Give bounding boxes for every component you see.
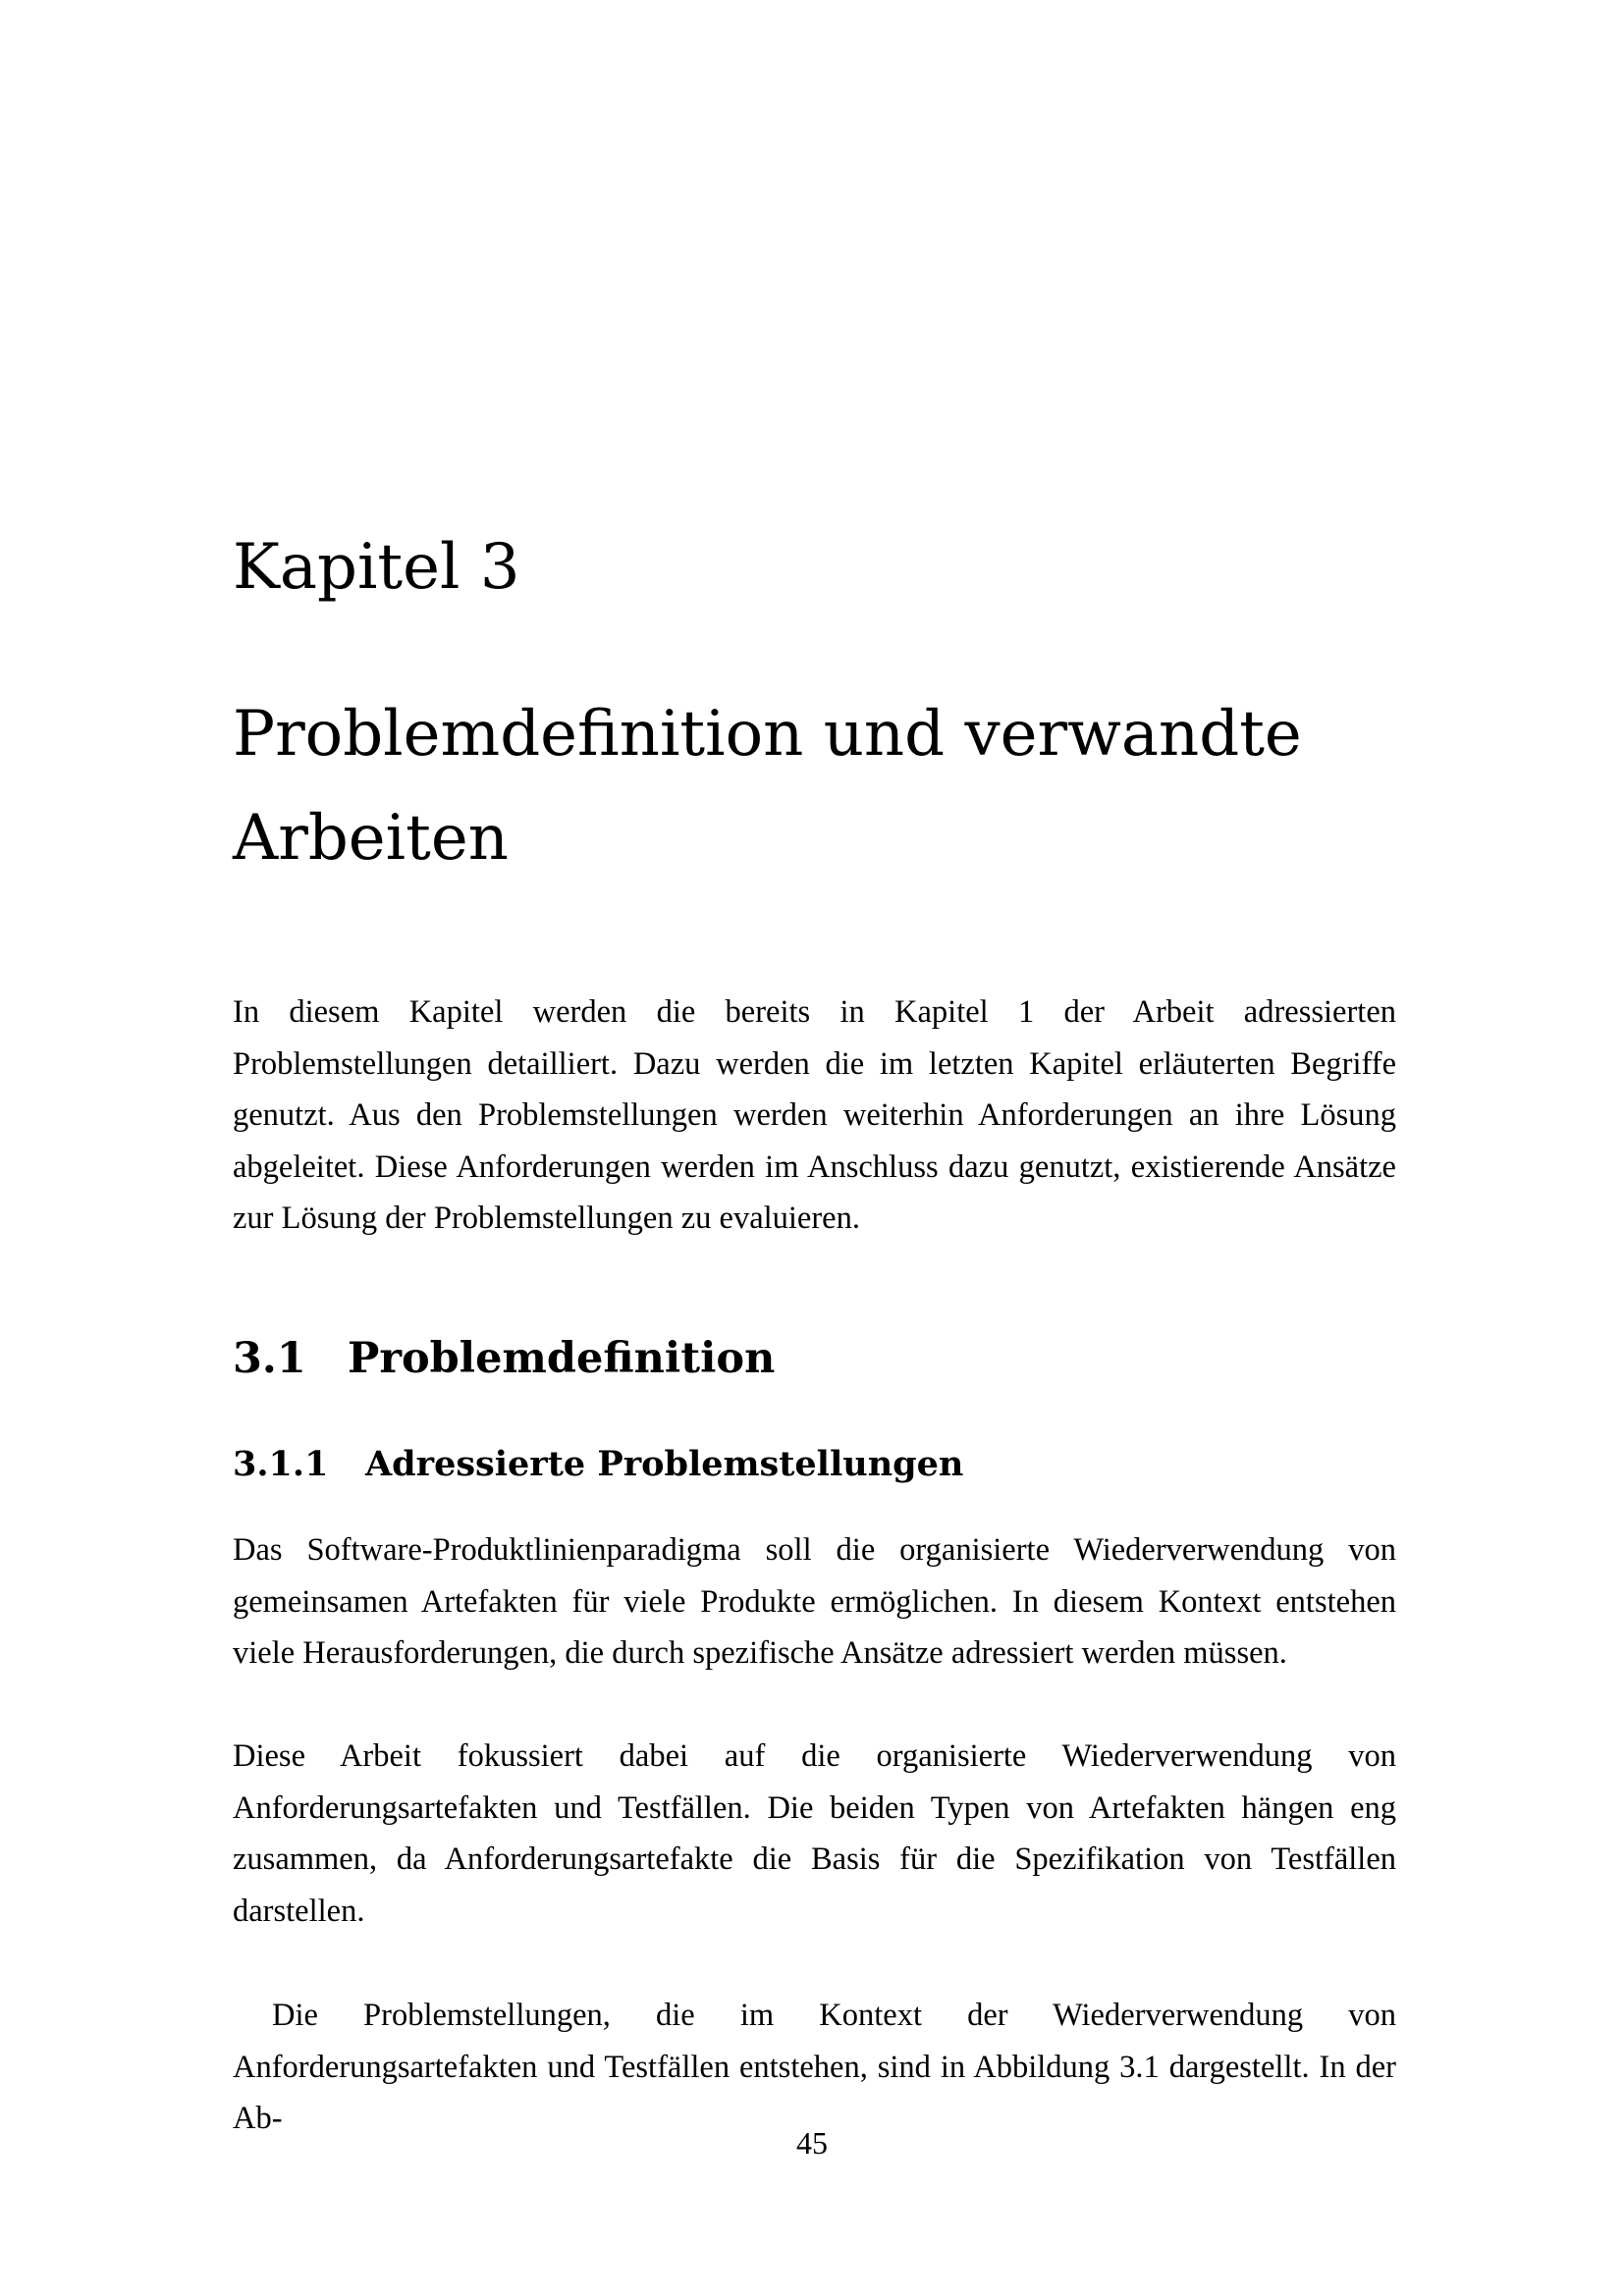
chapter-title: Problemdefinition und verwandte Arbeiten <box>233 698 1302 875</box>
section-number: 3.1 <box>233 1334 306 1383</box>
subsection-number: 3.1.1 <box>233 1444 329 1484</box>
subsection-heading <box>233 1441 1396 1488</box>
body-paragraph: Die Problemstellungen, die im Kontext der Wiederverwendung von Anforderungsartefakten und Testfällen entstehen, sind in Abbildung 3.1 dargestellt. In der Ab- <box>233 1998 1396 2136</box>
chapter-label: Kapitel 3 <box>233 531 520 604</box>
body-paragraph: Das Software-Produktlinienparadigma soll die organisierte Wiederverwendung von gemeinsamen Artefakten für viele Produkte ermöglichen. In diesem Kontext entstehen viele Herausforderungen, die durch spezifische Ansätze adressiert werden müssen. <box>233 1532 1396 1671</box>
chapter-intro-paragraph: In diesem Kapitel werden die bereits in Kapitel 1 der Arbeit adressierten Problemstellungen detailliert. Dazu werden die im letzten Kapitel erläuterten Begriffe genutzt. Aus den Problemstellungen werden weiterhin Anforderungen an ihre Lösung abgeleitet. Diese Anforderungen werden im Anschluss dazu genutzt, existierende Ansätze zur Lösung der Problemstellungen zu evaluieren. <box>233 994 1396 1236</box>
page-number: 45 <box>796 2125 828 2161</box>
body-paragraph: Diese Arbeit fokussiert dabei auf die organisierte Wiederverwendung von Anforderungsartefakten und Testfällen. Die beiden Typen von Artefakten hängen eng zusammen, da Anforderungsartefakte die Basis für die Spezifikation von Testfällen darstellen. <box>233 1738 1396 1929</box>
section-heading <box>233 1331 1396 1386</box>
subsection-title: Adressierte Problemstellungen <box>365 1444 964 1484</box>
section-title: Problemdefinition <box>348 1334 776 1383</box>
